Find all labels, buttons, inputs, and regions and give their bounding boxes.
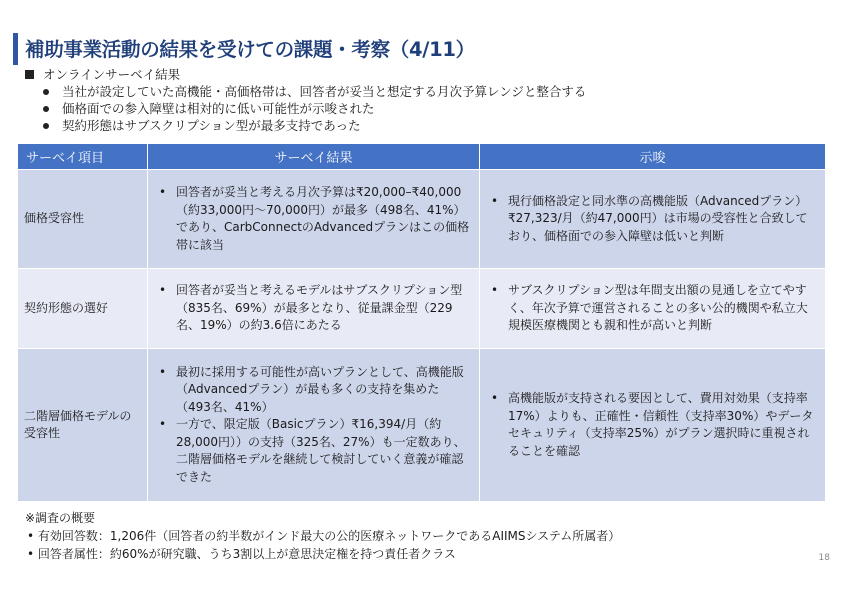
dot-bullet-icon <box>43 106 49 112</box>
slide-title: 補助事業活動の結果を受けての課題・考察（4/11） <box>25 38 475 61</box>
notes-heading: ※調査の概要 <box>25 511 96 525</box>
header-implication: 示唆 <box>480 144 826 170</box>
table-row <box>18 349 826 502</box>
result-bullet: • 回答者が妥当と考える月次予算は₹20,000–₹40,000（約33,000円～70,000円）が最多（498名、41%）であり、CarbConnectのAdvancedプランはこの価格帯に該当 <box>154 184 473 254</box>
table-row <box>18 269 826 349</box>
result-bullet: • 最初に採用する可能性が高いプランとして、高機能版（Advancedプラン）が最も多くの支持を集めた（493名、41%） <box>154 364 473 417</box>
summary-heading <box>25 66 586 83</box>
row-implication-cell <box>480 269 826 349</box>
notes-item: • 回答者属性：約60%が研究職、うち3割以上が意思決定権を持つ責任者クラス <box>27 547 456 561</box>
survey-results-table <box>17 143 826 502</box>
row-item-label: 価格受容性 <box>18 170 148 269</box>
implication-bullet: • サブスクリプション型は年間支出額の見通しを立てやすく、年次予算で運営されることの多い公的機関や私立大規模医療機関とも親和性が高いと判断 <box>486 282 819 335</box>
table-row <box>18 170 826 269</box>
row-item-label: 契約形態の選好 <box>18 269 148 349</box>
summary-bullet <box>43 100 586 117</box>
summary-bullet-text: 当社が設定していた高機能・高価格帯は、回答者が妥当と想定する月次予算レンジと整合する <box>62 84 587 99</box>
summary-bullet <box>43 83 586 100</box>
header-survey-result: サーベイ結果 <box>148 144 480 170</box>
summary-bullet-text: 価格面での参入障壁は相対的に低い可能性が示唆された <box>62 101 375 116</box>
row-result-cell <box>148 170 480 269</box>
title-accent-bar <box>13 33 18 65</box>
notes-item: • 有効回答数：1,206件（回答者の約半数がインド最大の公的医療ネットワークであるAIIMSシステム所属者） <box>27 529 621 543</box>
implication-bullet: • 高機能版が支持される要因として、費用対効果（支持率17%）よりも、正確性・信頼性（支持率30%）やデータセキュリティ（支持率25%）がプラン選択時に重視されることを確認 <box>486 390 819 460</box>
row-item-label: 二階層価格モデルの受容性 <box>18 349 148 502</box>
table-header-row <box>18 144 826 170</box>
dot-bullet-icon <box>43 89 49 95</box>
header-survey-item: サーベイ項目 <box>18 144 148 170</box>
summary-bullet-text: 契約形態はサブスクリプション型が最多支持であった <box>62 118 361 133</box>
result-bullet: • 一方で、限定版（Basicプラン）₹16,394/月（約28,000円））の支持（325名、27%）も一定数あり、二階層価格モデルを継続して検討していく意義が確認できた <box>154 416 473 486</box>
implication-bullet: • 現行価格設定と同水準の高機能版（Advancedプラン）₹27,323/月（約47,000円）は市場の受容性と合致しており、価格面での参入障壁は低いと判断 <box>486 193 819 246</box>
dot-bullet-icon <box>43 123 49 129</box>
page-number: 18 <box>818 553 830 563</box>
row-result-cell <box>148 349 480 502</box>
result-bullet: • 回答者が妥当と考えるモデルはサブスクリプション型（835名、69%）が最多となり、従量課金型（229名、19%）の約3.6倍にあたる <box>154 282 473 335</box>
survey-summary <box>25 66 586 134</box>
summary-bullet <box>43 117 586 134</box>
summary-heading-text: オンラインサーベイ結果 <box>43 67 181 82</box>
row-result-cell <box>148 269 480 349</box>
row-implication-cell <box>480 349 826 502</box>
row-implication-cell <box>480 170 826 269</box>
square-bullet-icon <box>25 70 34 79</box>
survey-overview-notes <box>25 509 620 563</box>
